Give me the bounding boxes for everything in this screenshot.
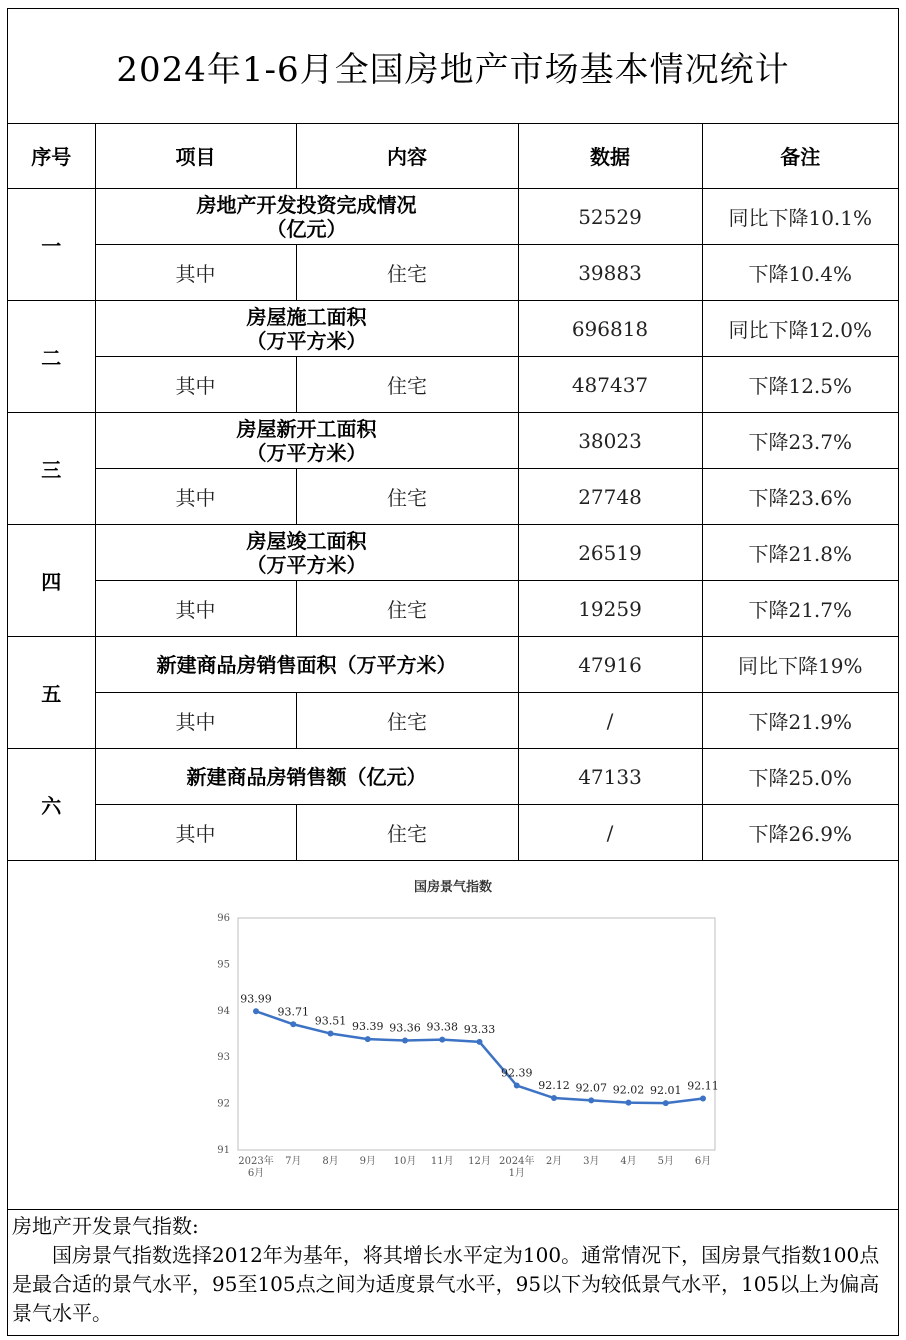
value-cell: 38023 (518, 413, 702, 469)
seq-number: 四 (8, 525, 95, 637)
sub-label: 其中 (95, 581, 296, 637)
value-cell: 47916 (518, 637, 702, 693)
data-point (663, 1100, 669, 1106)
data-label: 93.36 (389, 1021, 421, 1035)
item-cell (95, 525, 518, 581)
data-label: 93.51 (314, 1014, 347, 1028)
sub-content: 住宅 (296, 357, 518, 413)
table-row (8, 525, 898, 581)
remark-cell: 下降25.0% (702, 749, 898, 805)
data-point (402, 1037, 408, 1043)
data-label: 92.01 (650, 1084, 682, 1098)
sub-value: / (518, 693, 702, 749)
x-tick-label-line: 6月 (694, 1156, 712, 1167)
statistics-sheet (7, 8, 899, 1336)
remark-cell: 同比下降12.0% (702, 301, 898, 357)
header-item: 项目 (95, 123, 296, 189)
table-subrow (8, 805, 898, 861)
data-point (700, 1095, 706, 1101)
seq-number: 六 (8, 749, 95, 861)
table-subrow (8, 469, 898, 525)
data-point (439, 1037, 445, 1043)
x-tick-label-line: 9月 (359, 1156, 376, 1167)
data-label: 93.38 (426, 1020, 458, 1034)
remark-cell: 下降23.7% (702, 413, 898, 469)
notes-section (12, 1212, 892, 1328)
x-tick-label-line: 2024年 (499, 1156, 535, 1167)
y-tick-label: 94 (217, 1005, 230, 1017)
item-cell (95, 189, 518, 245)
data-label: 92.12 (538, 1079, 570, 1093)
x-tick-label-line: 3月 (583, 1156, 600, 1167)
header-content: 内容 (296, 123, 518, 189)
data-label: 92.11 (687, 1079, 719, 1093)
x-tick-label-line: 1月 (508, 1168, 525, 1179)
remark-cell: 下降21.8% (702, 525, 898, 581)
x-tick-label-line: 8月 (322, 1156, 339, 1167)
x-tick-label (546, 1155, 562, 1167)
sub-label: 其中 (95, 805, 296, 861)
table-subrow (8, 693, 898, 749)
sub-content: 住宅 (296, 469, 518, 525)
x-tick-label-line: 2023年 (238, 1156, 274, 1167)
sub-label: 其中 (95, 357, 296, 413)
x-tick-label (658, 1155, 674, 1167)
x-tick-label (394, 1155, 417, 1167)
sub-remark: 下降10.4% (702, 245, 898, 301)
item-name: 房屋竣工面积 (246, 528, 367, 553)
item-cell (95, 301, 518, 357)
x-tick-label (695, 1155, 711, 1167)
value-cell: 26519 (518, 525, 702, 581)
sub-remark: 下降21.9% (702, 693, 898, 749)
table-row (8, 637, 898, 693)
sub-value: 27748 (518, 469, 702, 525)
x-tick-label (583, 1155, 599, 1167)
data-label: 93.39 (352, 1020, 384, 1034)
sub-value: 19259 (518, 581, 702, 637)
table-subrow (8, 357, 898, 413)
x-tick-label-line: 6月 (247, 1168, 265, 1179)
data-point (290, 1021, 296, 1027)
data-point (365, 1036, 371, 1042)
seq-number: 五 (8, 637, 95, 749)
sub-remark: 下降23.6% (702, 469, 898, 525)
remark-cell: 同比下降19% (702, 637, 898, 693)
table-subrow (8, 581, 898, 637)
item-unit: （万平方米） (246, 552, 367, 577)
sub-label: 其中 (95, 245, 296, 301)
data-point (588, 1097, 594, 1103)
x-tick-label-line: 5月 (657, 1156, 674, 1167)
x-tick-label-line: 11月 (430, 1156, 454, 1167)
sub-content: 住宅 (296, 581, 518, 637)
x-tick-label-line: 10月 (393, 1156, 417, 1167)
y-tick-label: 95 (217, 959, 230, 971)
item-name: 房屋新开工面积 (236, 416, 377, 441)
header-data: 数据 (518, 123, 702, 189)
data-label: 93.99 (240, 992, 272, 1006)
x-tick-label (322, 1155, 338, 1167)
item-unit: （万平方米） (246, 328, 367, 353)
x-tick-label-line: 4月 (620, 1156, 637, 1167)
data-point (514, 1083, 520, 1089)
y-tick-label: 92 (217, 1098, 230, 1110)
x-tick-label (431, 1155, 454, 1167)
data-point (253, 1008, 259, 1014)
data-point (328, 1031, 334, 1037)
sub-remark: 下降21.7% (702, 581, 898, 637)
sub-remark: 下降12.5% (702, 357, 898, 413)
data-point (626, 1100, 632, 1106)
chart-title: 国房景气指数 (413, 880, 493, 895)
sub-value: / (518, 805, 702, 861)
data-label: 92.07 (575, 1081, 607, 1095)
y-tick-label: 93 (217, 1052, 230, 1064)
value-cell: 47133 (518, 749, 702, 805)
table-row (8, 413, 898, 469)
sub-label: 其中 (95, 469, 296, 525)
item-name: 房屋施工面积 (246, 304, 367, 329)
housing-climate-index-chart (8, 858, 898, 1209)
seq-number: 一 (8, 189, 95, 301)
item-name: 房地产开发投资完成情况 (196, 192, 417, 217)
notes-heading: 房地产开发景气指数: (12, 1214, 199, 1238)
data-label: 93.71 (277, 1005, 309, 1019)
x-tick-label-line: 12月 (468, 1156, 491, 1167)
x-tick-label (238, 1154, 273, 1179)
data-label: 92.39 (501, 1066, 533, 1080)
item-name: 新建商品房销售额（亿元） (95, 749, 518, 805)
item-unit: （亿元） (266, 216, 347, 241)
sub-content: 住宅 (296, 693, 518, 749)
table-header-row (8, 123, 898, 189)
item-unit: （万平方米） (246, 440, 367, 465)
x-tick-label (499, 1154, 534, 1179)
data-point (477, 1039, 483, 1045)
x-tick-label-line: 7月 (285, 1156, 302, 1167)
data-label: 92.02 (612, 1083, 645, 1097)
sub-label: 其中 (95, 693, 296, 749)
data-label: 93.33 (463, 1022, 496, 1036)
seq-number: 三 (8, 413, 95, 525)
table-subrow (8, 245, 898, 301)
item-name: 新建商品房销售面积（万平方米） (95, 637, 518, 693)
sub-value: 39883 (518, 245, 702, 301)
x-tick-label (620, 1155, 636, 1167)
y-tick-label: 91 (217, 1145, 230, 1156)
statistics-table (8, 123, 898, 861)
page-title: 2024年1-6月全国房地产市场基本情况统计 (8, 9, 898, 124)
value-cell: 696818 (518, 301, 702, 357)
x-tick-label (360, 1155, 376, 1167)
x-tick-label-line: 2月 (545, 1156, 563, 1167)
header-remark: 备注 (702, 123, 898, 189)
header-seq: 序号 (8, 123, 95, 189)
item-cell (95, 413, 518, 469)
notes-body: 国房景气指数选择2012年为基年，将其增长水平定为100。通常情况下，国房景气指数100点是最合适的景气水平，95至105点之间为适度景气水平，95以下为较低景气水平，105以上为偏高景气水平。 (12, 1243, 880, 1325)
data-point (551, 1095, 557, 1101)
seq-number: 二 (8, 301, 95, 413)
remark-cell: 同比下降10.1% (702, 189, 898, 245)
x-tick-label (468, 1155, 491, 1167)
sub-content: 住宅 (296, 245, 518, 301)
x-tick-label (285, 1155, 301, 1167)
table-row (8, 749, 898, 805)
table-row (8, 189, 898, 245)
table-row (8, 301, 898, 357)
value-cell: 52529 (518, 189, 702, 245)
sub-value: 487437 (518, 357, 702, 413)
sub-remark: 下降26.9% (702, 805, 898, 861)
sub-content: 住宅 (296, 805, 518, 861)
chart-container (8, 858, 898, 1210)
y-tick-label: 96 (217, 913, 230, 924)
